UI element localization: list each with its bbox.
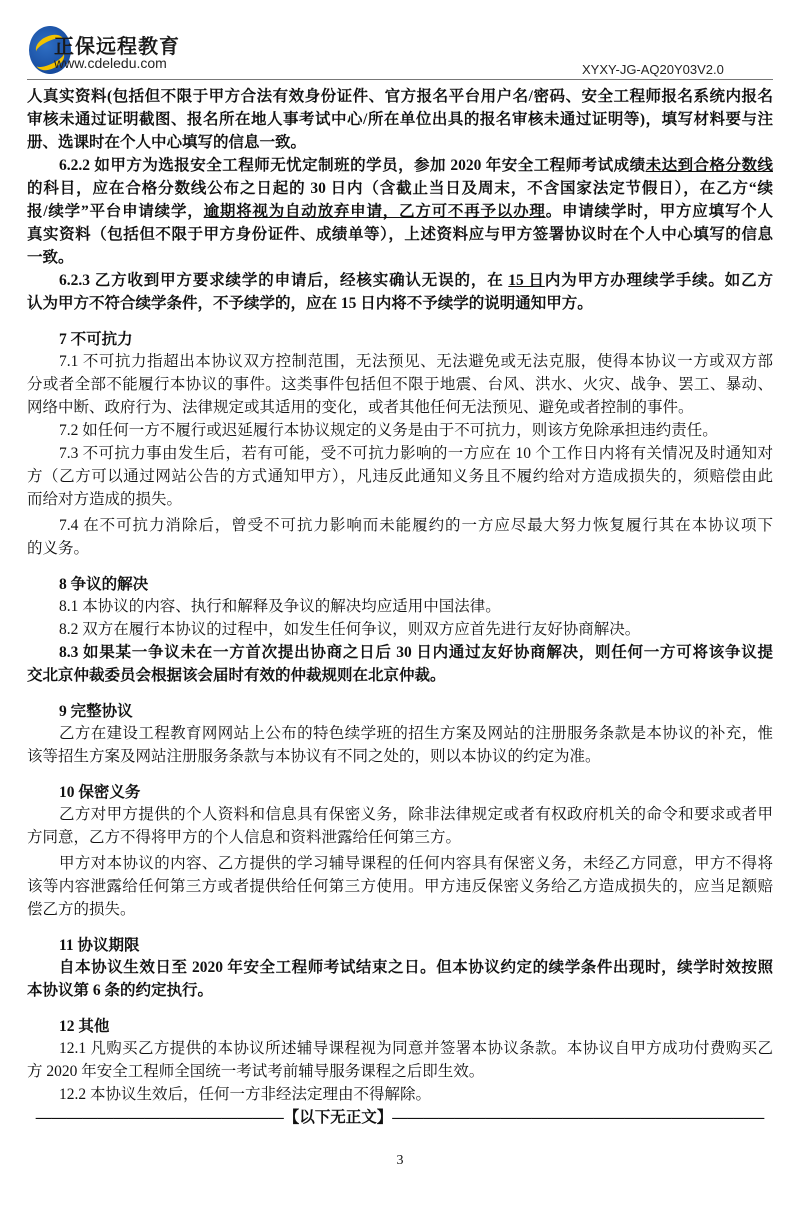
paragraph-line	[27, 898, 773, 921]
text-run: 而给对方造成的损失。	[27, 491, 183, 508]
paragraph	[27, 419, 773, 442]
paragraph-line	[27, 419, 773, 442]
section-heading-text: 9 完整协议	[59, 703, 133, 720]
text-run: 7.3 不可抗力事由发生后，若有可能，受不可抗力影响的一方应在 10 个工作日内将有关情况及时通知对	[59, 445, 773, 462]
text-run: 甲方对本协议的内容、乙方提供的学习辅导课程的任何内容具有保密义务，未经乙方同意，甲方不得将	[59, 855, 773, 872]
paragraph	[27, 618, 773, 641]
paragraph-line	[27, 803, 773, 826]
text-run: 。申请续学时，甲方应填写个人	[545, 203, 773, 220]
text-run: 内为甲方办理续学手续。如乙方	[544, 272, 773, 289]
text-run: 报/续学”平台申请续学，	[27, 203, 204, 220]
text-run: 交北京仲裁委员会根据该会届时有效的仲裁规则在北京仲裁。	[27, 667, 446, 684]
paragraph-line	[27, 1083, 773, 1106]
header-divider	[27, 79, 773, 80]
paragraph	[27, 722, 773, 768]
text-run: 的义务。	[27, 540, 90, 557]
paragraph-line	[27, 875, 773, 898]
paragraph-line	[27, 488, 773, 511]
paragraph	[27, 442, 773, 511]
brand-website: www.cdeledu.com	[54, 55, 167, 71]
paragraph-line	[27, 465, 773, 488]
paragraph-line	[27, 442, 773, 465]
text-run: 偿乙方的损失。	[27, 901, 136, 918]
paragraph	[27, 514, 773, 560]
paragraph-line	[27, 177, 773, 200]
paragraph	[27, 1083, 773, 1106]
text-run: 本协议第 6 条的约定执行。	[27, 982, 214, 999]
paragraph-line	[27, 1060, 773, 1083]
document-code: XYXY-JG-AQ20Y03V2.0	[582, 62, 724, 77]
text-run: 8.2 双方在履行本协议的过程中，如发生任何争议，则双方应首先进行友好协商解决。	[59, 621, 641, 638]
text-run: 6.2.2 如甲方为选报安全工程师无忧定制班的学员，参加 2020 年安全工程师考试成绩	[59, 157, 646, 174]
text-run: 8.1 本协议的内容、执行和解释及争议的解决均应适用中国法律。	[59, 598, 501, 615]
section-heading	[27, 573, 773, 595]
paragraph	[27, 852, 773, 921]
paragraph	[27, 154, 773, 269]
text-run: 方 2020 年安全工程师全国统一考试考前辅导服务课程之后即生效。	[27, 1063, 485, 1080]
paragraph	[27, 350, 773, 419]
paragraph-line	[27, 537, 773, 560]
document-body	[27, 85, 773, 1129]
text-run: 认为甲方不符合续学条件，不予续学的，应在 15 日内将不予续学的说明通知甲方。	[27, 295, 593, 312]
section-heading	[27, 781, 773, 803]
paragraph-line	[27, 595, 773, 618]
paragraph-line	[27, 200, 773, 223]
text-run: 12.1 凡购买乙方提供的本协议所述辅导课程视为同意并签署本协议条款。本协议自甲方成功付费购买乙	[59, 1040, 773, 1057]
section-heading	[27, 934, 773, 956]
text-run: 7.2 如任何一方不履行或迟延履行本协议规定的义务是由于不可抗力，则该方免除承担违约责任。	[59, 422, 718, 439]
paragraph-line	[27, 979, 773, 1002]
page-number: 3	[396, 1153, 404, 1168]
text-run: 该等招生方案及网站注册服务条款与本协议有不同之处的，则以本协议的约定为准。	[27, 748, 601, 765]
text-run: 12.2 本协议生效后，任何一方非经法定理由不得解除。	[59, 1086, 432, 1103]
text-run: 7.4 在不可抗力消除后，曾受不可抗力影响而未能履约的一方应尽最大努力恢复履行其在本协议项下	[59, 517, 773, 534]
paragraph-line	[27, 108, 773, 131]
text-run: 人真实资料(包括但不限于甲方合法有效身份证件、官方报名平台用户名/密码、安全工程师报名系统内报名	[27, 88, 773, 105]
paragraph-line	[27, 664, 773, 687]
section-heading	[27, 1015, 773, 1037]
section-heading	[27, 328, 773, 350]
paragraph	[27, 641, 773, 687]
section-heading-text: 10 保密义务	[59, 784, 141, 801]
text-run: 册、选课时在个人中心填写的信息一致。	[27, 134, 307, 151]
paragraph-line	[27, 826, 773, 849]
paragraph-line	[27, 852, 773, 875]
text-run: 8.3 如果某一争议未在一方首次提出协商之日后 30 日内通过友好协商解决，则任何一方可将该争议提	[59, 644, 773, 661]
paragraph-line	[27, 246, 773, 269]
paragraph	[27, 595, 773, 618]
section-heading-text: 7 不可抗力	[59, 331, 133, 348]
end-of-text-marker	[27, 1106, 773, 1129]
paragraph-line	[27, 131, 773, 154]
section-heading-text: 8 争议的解决	[59, 576, 149, 593]
paragraph-line	[27, 745, 773, 768]
paragraph-line	[27, 85, 773, 108]
text-run: 一致。	[27, 249, 74, 266]
paragraph-line	[27, 514, 773, 537]
paragraph-line	[27, 373, 773, 396]
paragraph-line	[27, 1037, 773, 1060]
section-heading	[27, 700, 773, 722]
text-run: 方同意，乙方不得将甲方的个人信息和资料泄露给任何第三方。	[27, 829, 462, 846]
text-run: 真实资料（包括但不限于甲方身份证件、成绩单等），上述资料应与甲方签署协议时在个人中心填写的信息	[27, 226, 773, 243]
paragraph	[27, 803, 773, 849]
paragraph-line	[27, 292, 773, 315]
underlined-text: 逾期将视为自动放弃申请，乙方可不再予以办理	[203, 203, 546, 220]
paragraph	[27, 269, 773, 315]
text-run: 乙方对甲方提供的个人资料和信息具有保密义务，除非法律规定或者有权政府机关的命令和要求或者甲	[59, 806, 773, 823]
underlined-text: 未达到合格分数线	[645, 157, 773, 174]
text-run: 分或者全部不能履行本协议的事件。这类事件包括但不限于地震、台风、洪水、火灾、战争、罢工、暴动、	[27, 376, 773, 393]
text-run: 该等内容泄露给任何第三方或者提供给任何第三方使用。甲方违反保密义务给乙方造成损失的，应当足额赔	[27, 878, 773, 895]
text-run: 自本协议生效日至 2020 年安全工程师考试结束之日。但本协议约定的续学条件出现时，续学时效按照	[59, 959, 773, 976]
paragraph-line	[27, 350, 773, 373]
end-of-text-label: ————————————————【以下无正文】————————————————————————	[35, 1109, 765, 1126]
paragraph-line	[27, 396, 773, 419]
text-run: 方（乙方可以通过网站公告的方式通知甲方），凡违反此通知义务且不履约给对方造成损失的，须赔偿由此	[27, 468, 773, 485]
paragraph-line	[27, 223, 773, 246]
paragraph-line	[27, 269, 773, 292]
paragraph-line	[27, 154, 773, 177]
text-run: 审核未通过证明截图、报名所在地人事考试中心/所在单位出具的报名审核未通过证明等)，填写材料要与注	[27, 111, 773, 128]
paragraph	[27, 85, 773, 154]
page-header	[0, 0, 800, 82]
underlined-text: 15 日	[508, 272, 545, 289]
paragraph	[27, 1037, 773, 1083]
section-heading-text: 12 其他	[59, 1018, 110, 1035]
paragraph	[27, 956, 773, 1002]
text-run: 7.1 不可抗力指超出本协议双方控制范围，无法预见、无法避免或无法克服，使得本协议一方或双方部	[59, 353, 773, 370]
paragraph-line	[27, 618, 773, 641]
text-run: 网络中断、政府行为、法律规定或其适用的变化，或者其他任何无法预见、避免或者控制的事件。	[27, 399, 694, 416]
text-run: 乙方在建设工程教育网网站上公布的特色续学班的招生方案及网站的注册服务条款是本协议的补充，惟	[59, 725, 773, 742]
paragraph-line	[27, 641, 773, 664]
brand-name: 正保远程教育	[54, 34, 180, 58]
text-run: 的科目，应在合格分数线公布之日起的 30 日内（含截止当日及周末，不含国家法定节假日），在乙方“续	[27, 180, 773, 197]
paragraph-line	[27, 722, 773, 745]
section-heading-text: 11 协议期限	[59, 937, 140, 954]
paragraph-line	[27, 956, 773, 979]
text-run: 6.2.3 乙方收到甲方要求续学的申请后，经核实确认无误的，在	[59, 272, 509, 289]
